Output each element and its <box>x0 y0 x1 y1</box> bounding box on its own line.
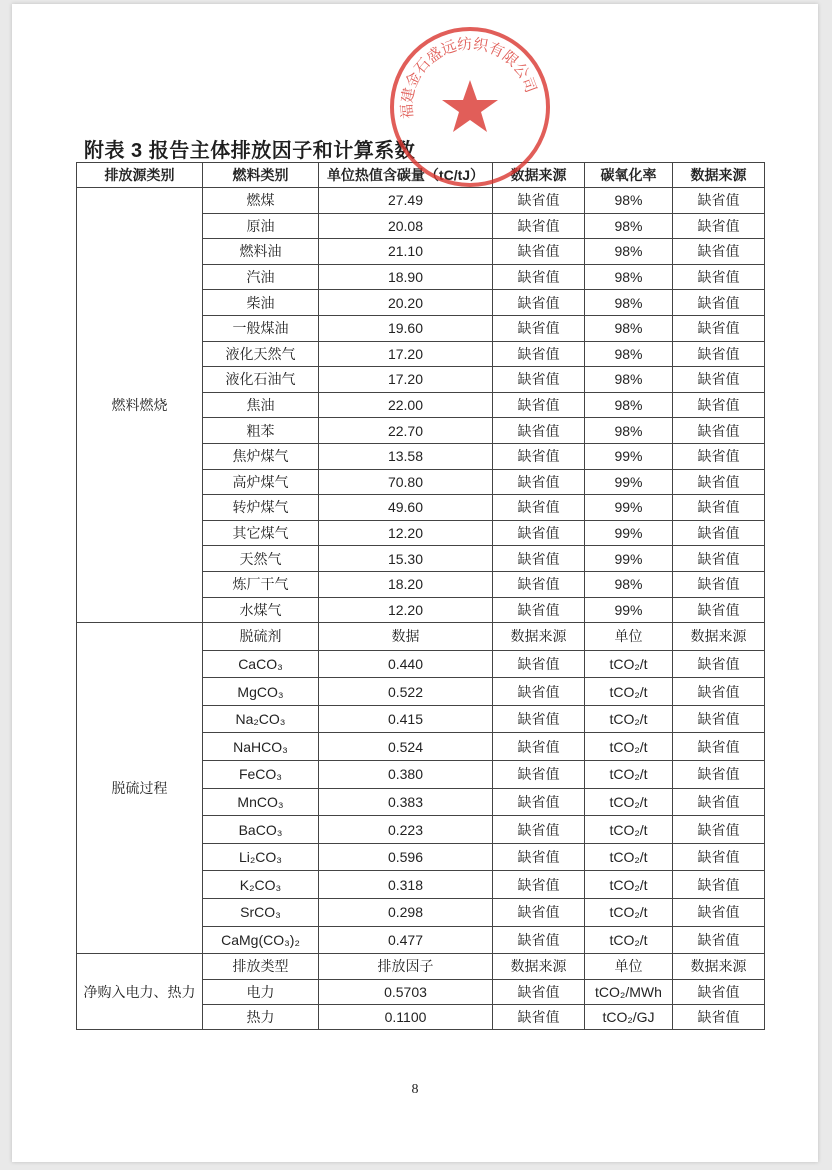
table-cell: 缺省值 <box>673 899 765 927</box>
table-cell: 缺省值 <box>673 871 765 899</box>
table-cell: 缺省值 <box>673 315 765 341</box>
table-cell: 缺省值 <box>493 264 585 290</box>
table-cell: 缺省值 <box>493 341 585 367</box>
table-cell: CaCO₃ <box>203 650 319 678</box>
table-cell: 缺省值 <box>493 678 585 706</box>
table-cell: 缺省值 <box>493 443 585 469</box>
table-cell: 缺省值 <box>673 213 765 239</box>
table-cell: tCO₂/t <box>585 788 673 816</box>
table-cell: 缺省值 <box>673 788 765 816</box>
table-cell: 数据来源 <box>673 623 765 651</box>
table-cell: 18.90 <box>319 264 493 290</box>
table-cell: 18.20 <box>319 571 493 597</box>
table-cell: 排放类型 <box>203 954 319 979</box>
table-cell: 0.223 <box>319 816 493 844</box>
table-cell: CaMg(CO₃)₂ <box>203 926 319 954</box>
table-cell: 20.20 <box>319 290 493 316</box>
table-cell: 数据来源 <box>493 954 585 979</box>
table-cell: tCO₂/t <box>585 705 673 733</box>
table-cell: 缺省值 <box>493 816 585 844</box>
table-cell: 缺省值 <box>673 1005 765 1030</box>
table-cell: 缺省值 <box>673 546 765 572</box>
table-cell: 缺省值 <box>493 290 585 316</box>
table-cell: tCO₂/GJ <box>585 1005 673 1030</box>
table-cell: 缺省值 <box>673 341 765 367</box>
table-cell: 缺省值 <box>673 979 765 1004</box>
table-cell: 汽油 <box>203 264 319 290</box>
table-cell: 焦油 <box>203 392 319 418</box>
table-cell: 0.477 <box>319 926 493 954</box>
table-cell: 22.00 <box>319 392 493 418</box>
table-cell: 20.08 <box>319 213 493 239</box>
table-cell: 0.522 <box>319 678 493 706</box>
table-cell: 98% <box>585 418 673 444</box>
table-cell: tCO₂/t <box>585 899 673 927</box>
table-cell: 98% <box>585 239 673 265</box>
table-cell: 水煤气 <box>203 597 319 623</box>
table-cell: 焦炉煤气 <box>203 443 319 469</box>
table-cell: 缺省值 <box>493 705 585 733</box>
table-cell: 缺省值 <box>493 213 585 239</box>
table-cell: 数据来源 <box>673 954 765 979</box>
table-cell: 缺省值 <box>673 443 765 469</box>
table-cell: 天然气 <box>203 546 319 572</box>
table-cell: tCO₂/t <box>585 816 673 844</box>
table-cell: 0.383 <box>319 788 493 816</box>
table-cell: 0.380 <box>319 761 493 789</box>
table-cell: 缺省值 <box>673 926 765 954</box>
table-cell: 缺省值 <box>673 650 765 678</box>
table-cell: MnCO₃ <box>203 788 319 816</box>
table-cell: 缺省值 <box>673 843 765 871</box>
table-cell: 98% <box>585 392 673 418</box>
header-cell: 碳氧化率 <box>585 163 673 188</box>
table-cell: 燃煤 <box>203 188 319 214</box>
table-cell: tCO₂/t <box>585 926 673 954</box>
table-cell: SrCO₃ <box>203 899 319 927</box>
table-cell: 99% <box>585 495 673 521</box>
table-cell: 缺省值 <box>493 650 585 678</box>
table-cell: 缺省值 <box>493 979 585 1004</box>
table-cell: tCO₂/t <box>585 733 673 761</box>
table-cell: 缺省值 <box>493 926 585 954</box>
table-cell: 缺省值 <box>673 495 765 521</box>
table-cell: 98% <box>585 264 673 290</box>
table-cell: Na₂CO₃ <box>203 705 319 733</box>
table-cell: 缺省值 <box>493 733 585 761</box>
table-cell: 炼厂干气 <box>203 571 319 597</box>
header-cell: 数据来源 <box>493 163 585 188</box>
category-cell: 净购入电力、热力 <box>77 954 203 1030</box>
table-cell: 缺省值 <box>493 843 585 871</box>
table-cell: 粗苯 <box>203 418 319 444</box>
table-cell: tCO₂/MWh <box>585 979 673 1004</box>
table-cell: 缺省值 <box>673 290 765 316</box>
table-cell: 缺省值 <box>493 495 585 521</box>
table-cell: 49.60 <box>319 495 493 521</box>
table-cell: 0.524 <box>319 733 493 761</box>
table-cell: tCO₂/t <box>585 650 673 678</box>
table-cell: 数据 <box>319 623 493 651</box>
table-cell: 缺省值 <box>673 733 765 761</box>
header-cell: 单位热值含碳量（tC/tJ） <box>319 163 493 188</box>
table-cell: 排放因子 <box>319 954 493 979</box>
table-header-row <box>77 163 765 188</box>
table-cell: 17.20 <box>319 367 493 393</box>
table-cell: 缺省值 <box>493 367 585 393</box>
table-cell: BaCO₃ <box>203 816 319 844</box>
emission-factor-table <box>76 162 765 1030</box>
table-cell: 缺省值 <box>493 571 585 597</box>
table-cell: 原油 <box>203 213 319 239</box>
header-cell: 数据来源 <box>673 163 765 188</box>
table-cell: 12.20 <box>319 597 493 623</box>
table-cell: 缺省值 <box>673 761 765 789</box>
table-title: 附表 3 报告主体排放因子和计算系数 <box>84 140 416 162</box>
table-cell: 0.298 <box>319 899 493 927</box>
table-cell: 99% <box>585 597 673 623</box>
table-cell: 15.30 <box>319 546 493 572</box>
table-cell: 高炉煤气 <box>203 469 319 495</box>
table-cell: 99% <box>585 443 673 469</box>
table-cell: 0.596 <box>319 843 493 871</box>
table-row <box>77 188 765 214</box>
table-cell: 21.10 <box>319 239 493 265</box>
table-cell: 缺省值 <box>673 678 765 706</box>
table-cell: 缺省值 <box>493 871 585 899</box>
table-row <box>77 954 765 979</box>
table-cell: 缺省值 <box>493 761 585 789</box>
table-cell: FeCO₃ <box>203 761 319 789</box>
table-cell: 脱硫剂 <box>203 623 319 651</box>
table-cell: 缺省值 <box>493 597 585 623</box>
table-cell: 柴油 <box>203 290 319 316</box>
table-cell: 0.318 <box>319 871 493 899</box>
table-cell: 缺省值 <box>493 392 585 418</box>
table-cell: 缺省值 <box>673 705 765 733</box>
table-cell: 缺省值 <box>673 520 765 546</box>
table-cell: 其它煤气 <box>203 520 319 546</box>
table-cell: 0.5703 <box>319 979 493 1004</box>
table-cell: 缺省值 <box>493 188 585 214</box>
table-cell: 一般煤油 <box>203 315 319 341</box>
table-cell: 98% <box>585 571 673 597</box>
table-cell: 缺省值 <box>673 367 765 393</box>
table-cell: 缺省值 <box>673 816 765 844</box>
table-cell: 12.20 <box>319 520 493 546</box>
table-cell: 0.440 <box>319 650 493 678</box>
category-cell: 脱硫过程 <box>77 623 203 954</box>
table-cell: 0.1100 <box>319 1005 493 1030</box>
table-row <box>77 623 765 651</box>
table-cell: 缺省值 <box>673 239 765 265</box>
table-cell: 缺省值 <box>673 188 765 214</box>
table-cell: 单位 <box>585 623 673 651</box>
table-cell: 98% <box>585 367 673 393</box>
table-cell: 98% <box>585 290 673 316</box>
table-cell: Li₂CO₃ <box>203 843 319 871</box>
table-cell: 99% <box>585 469 673 495</box>
table-cell: tCO₂/t <box>585 761 673 789</box>
table-cell: 缺省值 <box>493 315 585 341</box>
table-cell: 98% <box>585 213 673 239</box>
table-cell: tCO₂/t <box>585 843 673 871</box>
table-cell: tCO₂/t <box>585 871 673 899</box>
page-number: 8 <box>411 1082 419 1097</box>
table-cell: MgCO₃ <box>203 678 319 706</box>
header-cell: 排放源类别 <box>77 163 203 188</box>
svg-text:福建金石盛远纺织有限公司: 福建金石盛远纺织有限公司 <box>397 34 541 120</box>
table-cell: 13.58 <box>319 443 493 469</box>
table-cell: 98% <box>585 188 673 214</box>
table-cell: 缺省值 <box>493 899 585 927</box>
table-cell: 缺省值 <box>673 469 765 495</box>
table-cell: 缺省值 <box>493 788 585 816</box>
table-cell: 缺省值 <box>493 1005 585 1030</box>
table-cell: 缺省值 <box>673 392 765 418</box>
table-cell: 电力 <box>203 979 319 1004</box>
table-cell: 22.70 <box>319 418 493 444</box>
table-cell: 缺省值 <box>493 520 585 546</box>
table-cell: 燃料油 <box>203 239 319 265</box>
table-cell: 0.415 <box>319 705 493 733</box>
table-cell: 70.80 <box>319 469 493 495</box>
table-cell: 缺省值 <box>673 597 765 623</box>
category-cell: 燃料燃烧 <box>77 188 203 623</box>
table-cell: 98% <box>585 315 673 341</box>
table-cell: 单位 <box>585 954 673 979</box>
table-cell: 液化石油气 <box>203 367 319 393</box>
table-cell: K₂CO₃ <box>203 871 319 899</box>
table-cell: 27.49 <box>319 188 493 214</box>
table-cell: 转炉煤气 <box>203 495 319 521</box>
table-cell: 19.60 <box>319 315 493 341</box>
table-cell: 热力 <box>203 1005 319 1030</box>
table-cell: 缺省值 <box>673 571 765 597</box>
table-cell: 98% <box>585 341 673 367</box>
table-cell: 缺省值 <box>673 264 765 290</box>
table-cell: 99% <box>585 546 673 572</box>
table-cell: 缺省值 <box>673 418 765 444</box>
header-cell: 燃料类别 <box>203 163 319 188</box>
table-cell: 数据来源 <box>493 623 585 651</box>
table-cell: 17.20 <box>319 341 493 367</box>
table-cell: 缺省值 <box>493 546 585 572</box>
table-cell: tCO₂/t <box>585 678 673 706</box>
table-cell: NaHCO₃ <box>203 733 319 761</box>
table-cell: 缺省值 <box>493 239 585 265</box>
table-cell: 99% <box>585 520 673 546</box>
table-cell: 缺省值 <box>493 469 585 495</box>
table-cell: 缺省值 <box>493 418 585 444</box>
table-cell: 液化天然气 <box>203 341 319 367</box>
